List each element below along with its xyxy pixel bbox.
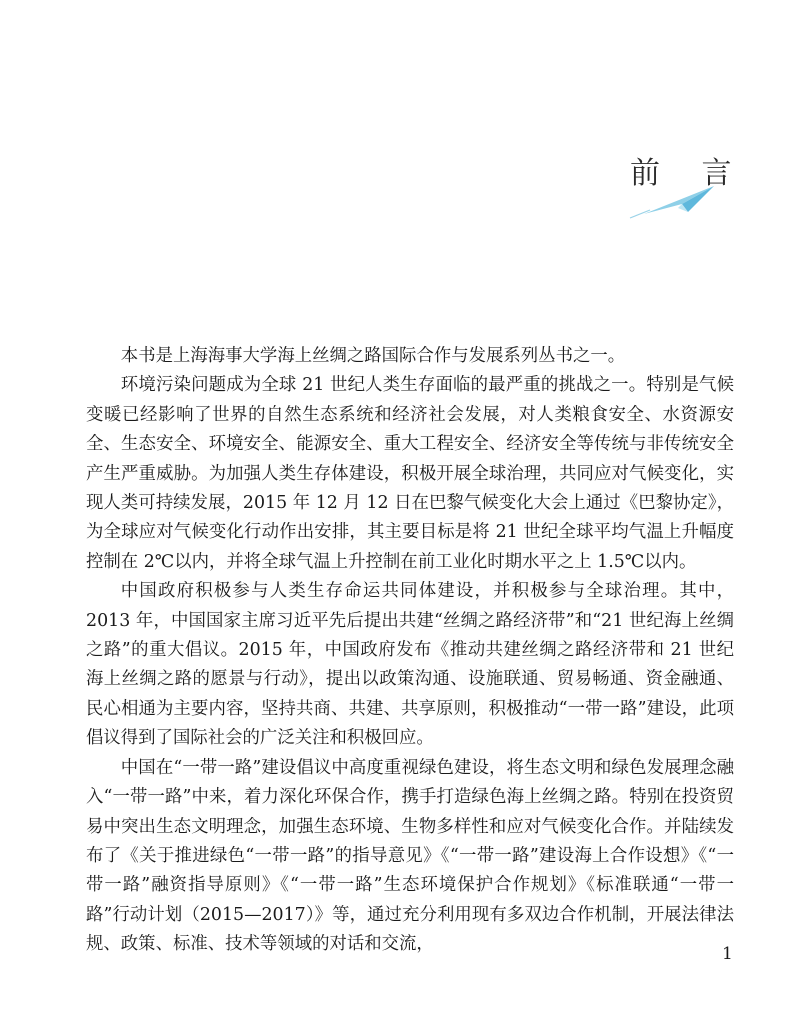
page-title: 前 言	[630, 156, 748, 191]
paper-plane-icon	[628, 180, 738, 220]
paragraph-series-intro: 本书是上海海事大学海上丝绸之路国际合作与发展系列丛书之一。	[120, 346, 626, 366]
paragraph-belt-and-road: 中国政府积极参与人类生存命运共同体建设，并积极参与全球治理。其中，2013 年，中国国家主席习近平先后提出共建“丝绸之路经济带”和“21 世纪海上丝绸之路”的重大倡议。2015 年，中国政府发布《推动共建丝绸之路经济带和 21 世纪海上丝绸之路的愿景与行动》，提出以政策沟通、设施联通、贸易畅通、资金融通、民心相通为主要内容，坚持共商、共建、共享原则，积极推动“一带一路”建设，此项倡议得到了国际社会的广泛关注和积极回应。	[86, 581, 734, 749]
paragraph-climate-challenge: 环境污染问题成为全球 21 世纪人类生存面临的最严重的挑战之一。特别是气候变暖已经影响了世界的自然生态系统和经济社会发展，对人类粮食安全、水资源安全、生态安全、环境安全、能源安全、重大工程安全、经济安全等传统与非传统安全产生严重威胁。为加强人类生存体建设，积极开展全球治理，共同应对气候变化，实现人类可持续发展，2015 年 12 月 12 日在巴黎气候变化大会上通过《巴黎协定》，为全球应对气候变化行动作出安排，其主要目标是将 21 世纪全球平均气温上升幅度控制在 2℃以内，并将全球气温上升控制在前工业化时期水平之上 1.5℃以内。	[86, 375, 734, 572]
preface-body	[86, 342, 734, 960]
page-number: 1	[722, 944, 733, 964]
paragraph-green-development: 中国在“一带一路”建设倡议中高度重视绿色建设，将生态文明和绿色发展理念融入“一带一路”中来，着力深化环保合作，携手打造绿色海上丝绸之路。特别在投资贸易中突出生态文明理念，加强生态环境、生物多样性和应对气候变化合作。并陆续发布了《关于推进绿色“一带一路”的指导意见》《“一带一路”建设海上合作设想》《“一带一路”融资指导原则》《“一带一路”生态环境保护合作规划》《标准联通“一带一路”行动计划（2015—2017）》等，通过充分利用现有多双边合作机制，开展法律法规、政策、标准、技术等领域的对话和交流，	[86, 757, 734, 955]
